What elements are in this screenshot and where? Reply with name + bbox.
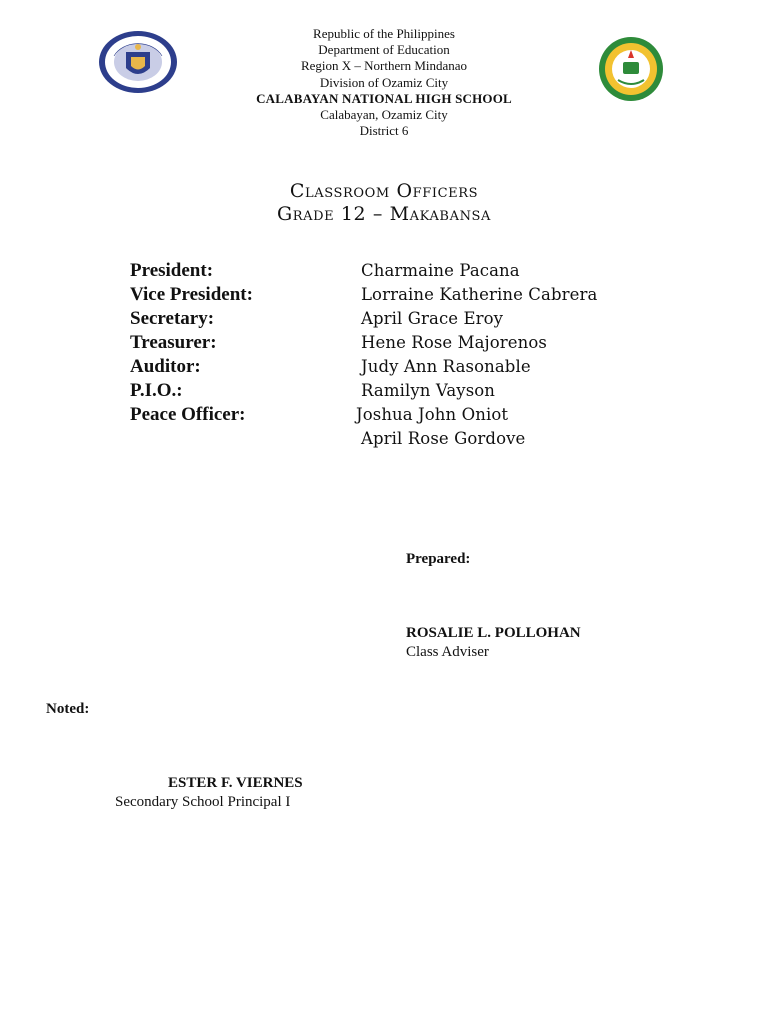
officer-name: Charmaine Pacana bbox=[361, 261, 520, 280]
header-line-department: Department of Education bbox=[318, 42, 450, 58]
officers-list bbox=[130, 259, 650, 451]
officer-position: Peace Officer: bbox=[130, 404, 246, 425]
officer-name: Judy Ann Rasonable bbox=[361, 357, 531, 376]
header-line-division: Division of Ozamiz City bbox=[319, 74, 449, 90]
officer-position: President: bbox=[130, 260, 214, 281]
officer-row bbox=[130, 259, 650, 283]
officer-position: P.I.O.: bbox=[130, 380, 183, 401]
officer-row bbox=[130, 379, 650, 403]
school-name: CALABAYAN NATIONAL HIGH SCHOOL bbox=[256, 90, 512, 106]
header-line-republic: Republic of the Philippines bbox=[313, 26, 455, 41]
officer-position: Treasurer: bbox=[130, 332, 217, 353]
officer-position: Secretary: bbox=[130, 308, 215, 329]
header-line-region: Region X – Northern Mindanao bbox=[300, 58, 468, 74]
officer-row bbox=[130, 355, 650, 379]
officer-name: Joshua John Oniot bbox=[356, 405, 509, 424]
principal-name: ESTER F. VIERNES bbox=[168, 775, 303, 791]
officer-name: Hene Rose Majorenos bbox=[361, 333, 547, 352]
officer-position: Vice President: bbox=[130, 284, 253, 305]
document-subtitle: Grade 12 – Makabansa bbox=[276, 203, 492, 225]
principal-role: Secondary School Principal I bbox=[115, 794, 291, 810]
document-title: Classroom Officers bbox=[289, 180, 479, 202]
adviser-name: ROSALIE L. POLLOHAN bbox=[406, 625, 581, 641]
prepared-label: Prepared: bbox=[406, 551, 471, 567]
officer-row bbox=[130, 307, 650, 331]
officer-name: Ramilyn Vayson bbox=[361, 381, 496, 400]
adviser-role: Class Adviser bbox=[406, 644, 489, 660]
officer-name: April Grace Eroy bbox=[361, 309, 504, 328]
officer-row bbox=[130, 427, 650, 451]
officer-name: Lorraine Katherine Cabrera bbox=[361, 285, 598, 304]
school-address: Calabayan, Ozamiz City bbox=[320, 107, 448, 123]
letterhead bbox=[0, 26, 768, 139]
officer-position: Auditor: bbox=[130, 356, 201, 377]
officer-name: April Rose Gordove bbox=[361, 429, 526, 448]
officer-row bbox=[130, 403, 650, 427]
school-district: District 6 bbox=[359, 123, 409, 139]
officer-row bbox=[130, 331, 650, 355]
noted-label: Noted: bbox=[46, 701, 90, 717]
officer-row bbox=[130, 283, 650, 307]
